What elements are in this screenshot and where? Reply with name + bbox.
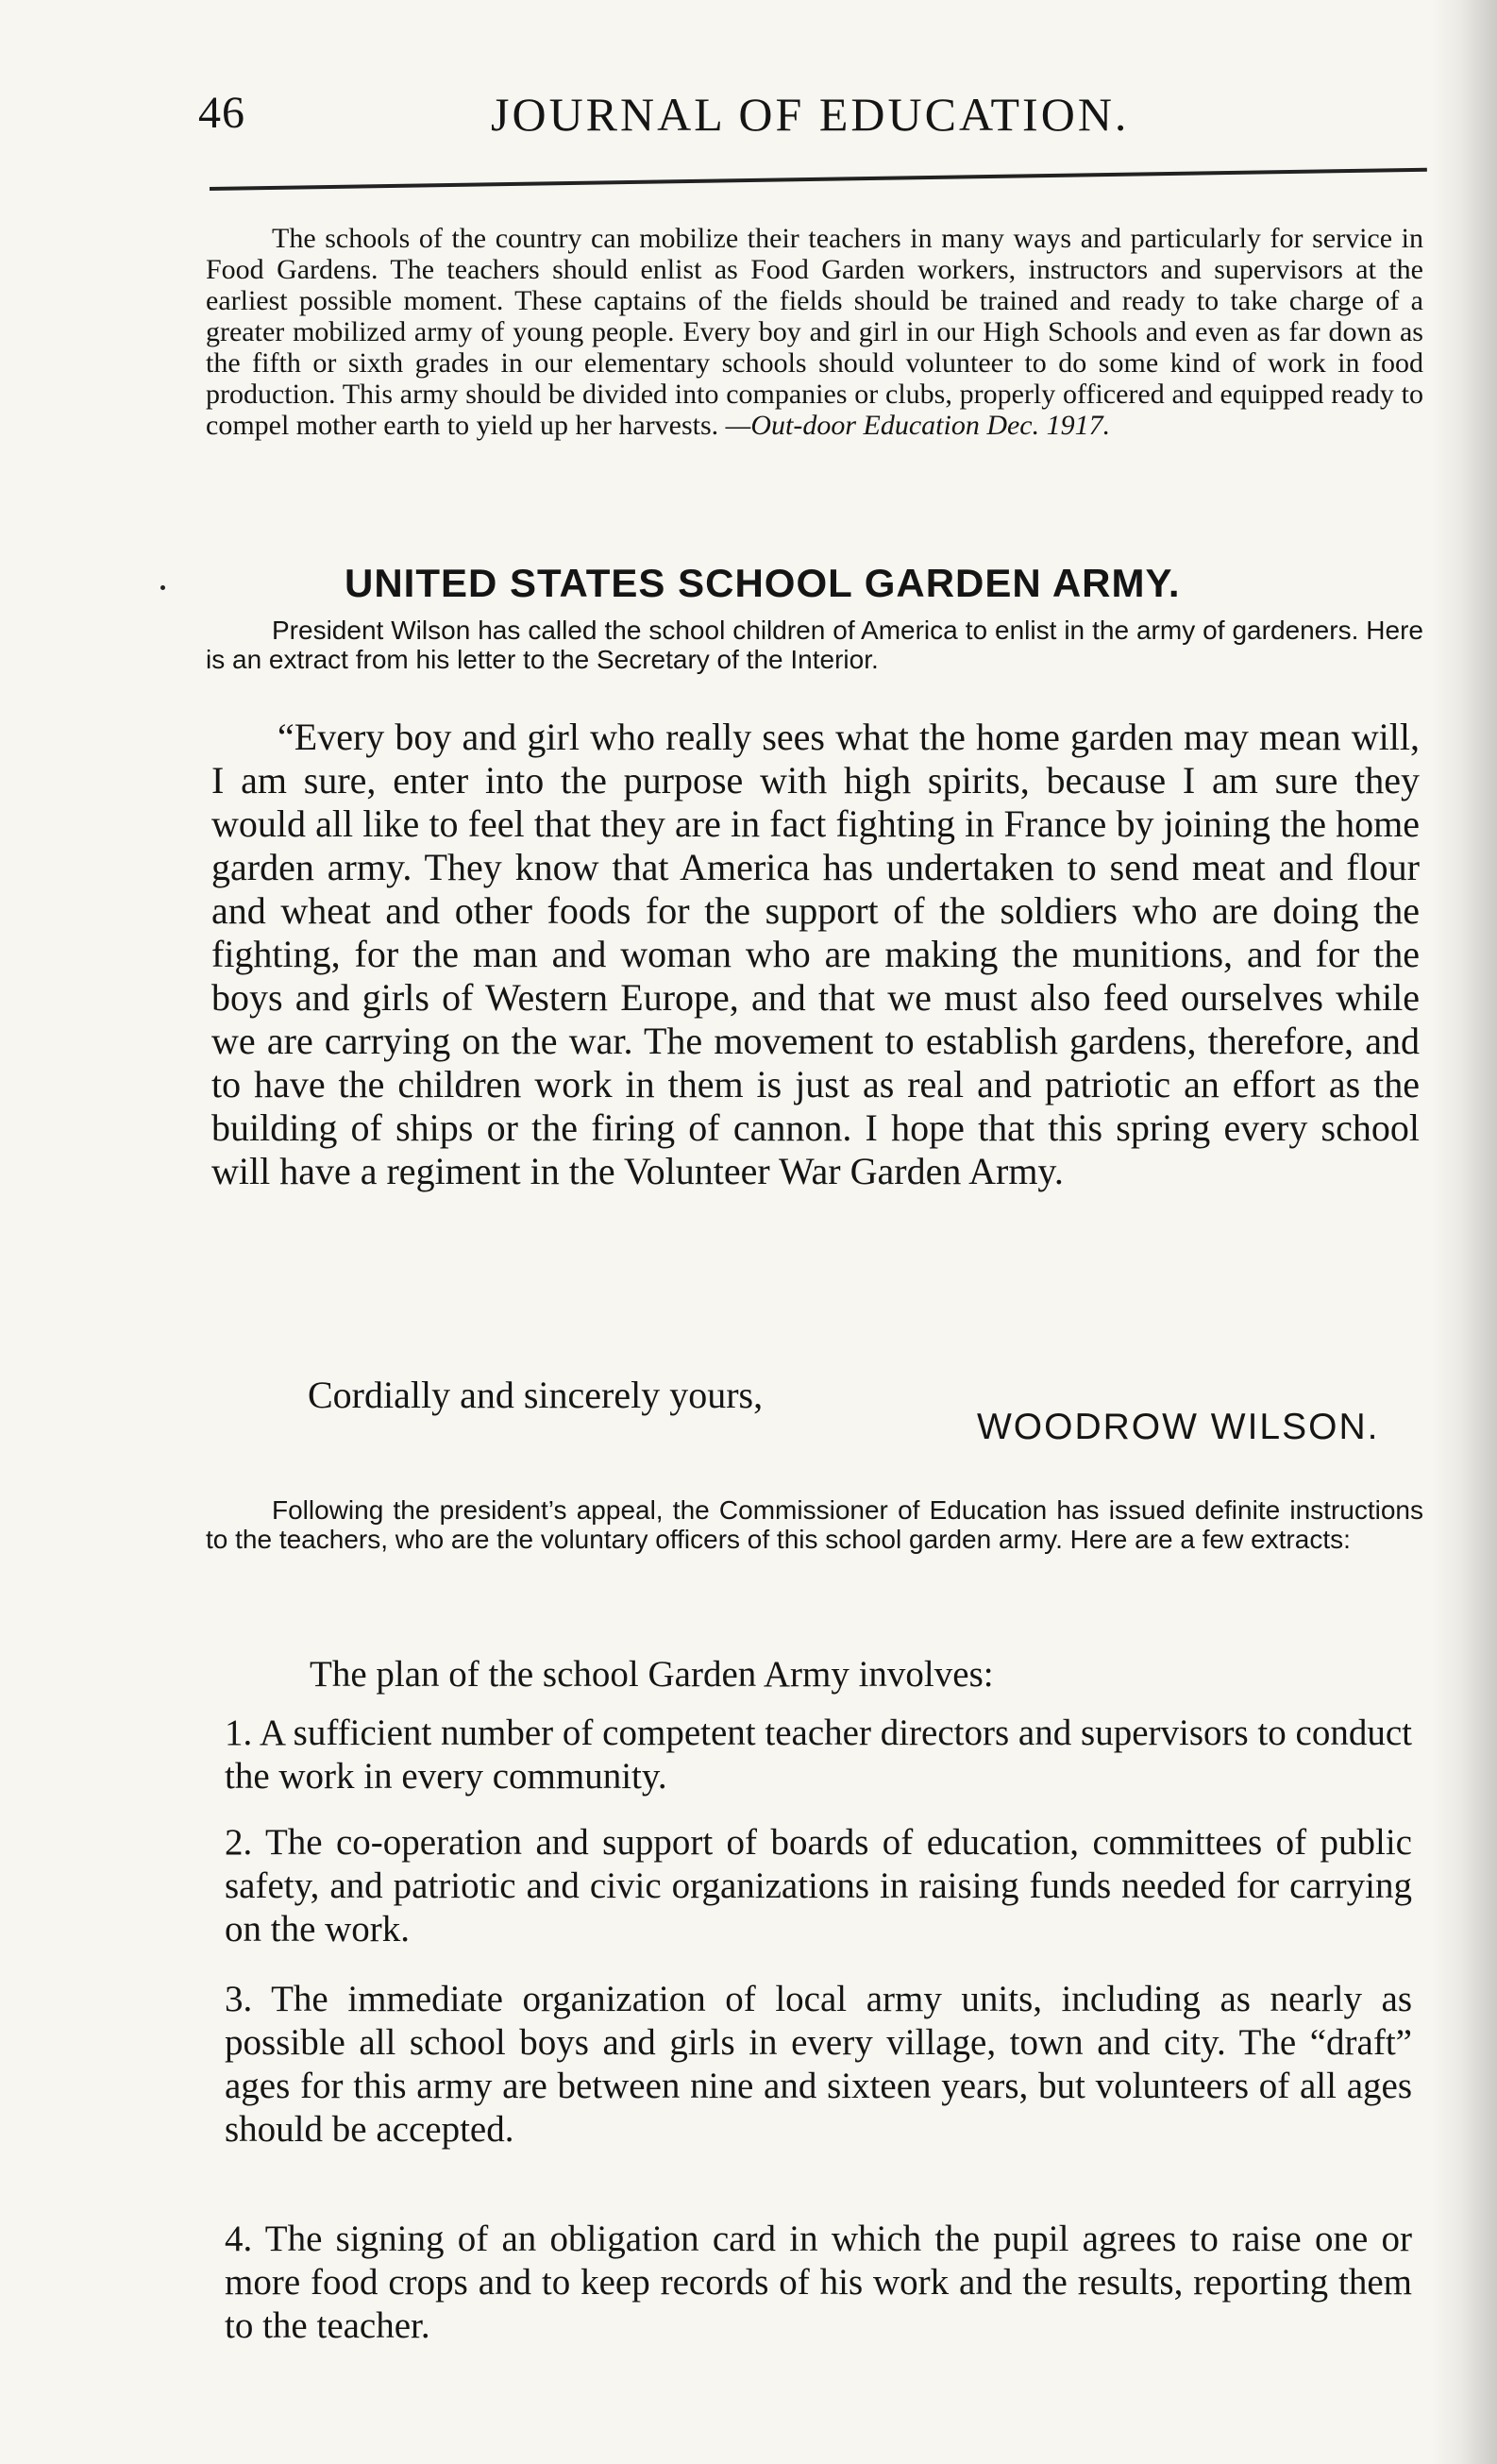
outdoor-education-paragraph: [206, 223, 1423, 441]
section-title: UNITED STATES SCHOOL GARDEN ARMY.: [345, 561, 1181, 606]
page-number: 46: [198, 88, 245, 138]
plan-intro: The plan of the school Garden Army involves:: [310, 1654, 994, 1695]
plan-item: 4. The signing of an obligation card in which the pupil agrees to raise one or more food crops and to keep records of his work and the results, reporting them to the teacher.: [225, 2219, 1412, 2346]
header-rule: [210, 168, 1427, 191]
page-binding-shadow: [1431, 0, 1497, 2464]
wilson-letter: [211, 716, 1420, 1193]
commissioner-note-text: Following the president’s appeal, the Commissioner of Education has issued definite instructions to the teachers, who are the voluntary officers of this school garden army. Here are a few extracts:: [206, 1495, 1423, 1554]
letter-text: “Every boy and girl who really sees what the home garden may mean will, I am sure, enter into the purpose with high spirits, because I am sure they would all like to feel that they are in fact fighting in France by joining the home garden army. They know that America has undertaken to send meat and flour and wheat and other foods for the support of the soldiers who are doing the fighting, for the man and woman who are making the munitions, and for the boys and girls of Western Europe, and that we must also feed ourselves while we are carrying on the war. The movement to establish gardens, therefore, and to have the children work in them is just as real and patriotic an effort as the building of ships or the firing of cannon. I hope that this spring every school will have a regiment in the Volunteer War Garden Army.: [211, 716, 1420, 1192]
wilson-letter-intro: [206, 616, 1423, 674]
plan-item: 1. A sufficient number of competent teacher directors and supervisors to conduct the work in every community.: [225, 1713, 1412, 1797]
outdoor-education-source: —Out-door Education Dec. 1917.: [725, 410, 1111, 441]
outdoor-education-extract: [206, 223, 1423, 441]
plan-item: 2. The co-operation and support of boards of education, committees of public safety, and patriotic and civic organizations in raising funds needed for carrying on the work.: [225, 1822, 1412, 1949]
intro-text: President Wilson has called the school children of America to enlist in the army of gardeners. Here is an extract from his letter to the Secretary of the Interior.: [206, 616, 1423, 674]
plan-item: 3. The immediate organization of local army units, including as nearly as possible all school boys and girls in every village, town and city. The “draft” ages for this army are between nine and sixteen years, but volunteers of all ages should be accepted.: [225, 1979, 1412, 2150]
outdoor-education-text: The schools of the country can mobilize their teachers in many ways and particularly for service in Food Gardens. The teachers should enlist as Food Garden workers, instructors and supervisors at the earliest possible moment. These captains of the fields should be trained and ready to take charge of a greater mobilized army of young people. Every boy and girl in our High Schools and even as far down as the fifth or sixth grades in our elementary schools should volunteer to do some kind of work in food production. This army should be divided into companies or clubs, properly officered and equipped ready to compel mother earth to yield up her harvests.: [206, 223, 1423, 441]
letter-closing: Cordially and sincerely yours,: [308, 1374, 764, 1416]
letter-signature: WOODROW WILSON.: [977, 1407, 1380, 1447]
commissioner-note: [206, 1495, 1423, 1554]
running-head: JOURNAL OF EDUCATION.: [491, 88, 1130, 141]
margin-mark: [160, 585, 165, 590]
page-header: [189, 87, 1133, 153]
